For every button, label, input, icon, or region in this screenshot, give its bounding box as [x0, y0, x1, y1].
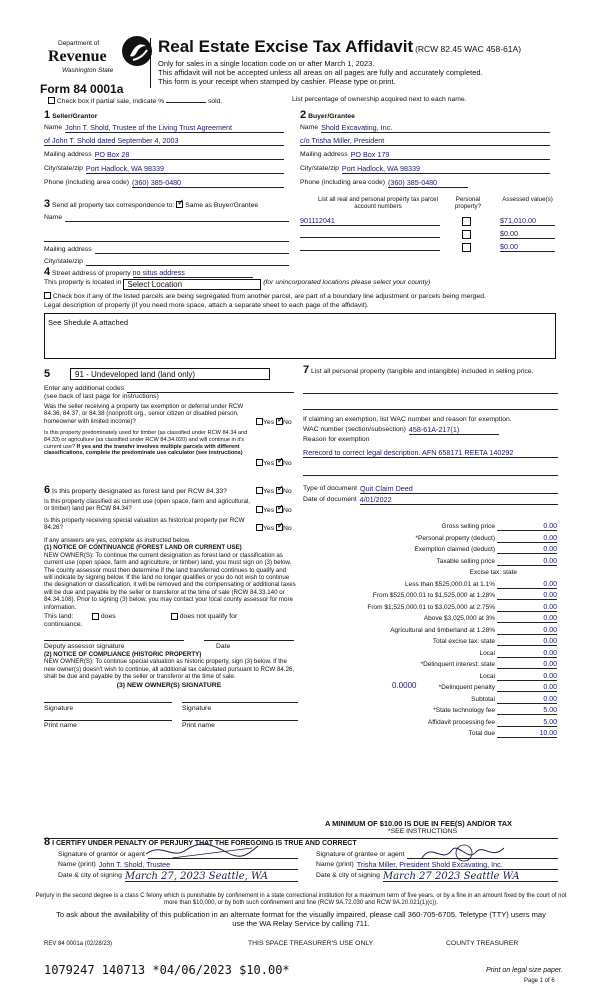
new-owner-print-1[interactable]	[44, 713, 172, 721]
fee-label: Less than $525,000.01 at 1.1%	[405, 580, 495, 588]
partial-sale-checkbox[interactable]	[48, 97, 55, 104]
section-8-number: 8	[44, 836, 51, 848]
new-owner-signature-2[interactable]	[182, 695, 298, 703]
header-line-2: This affidavit will not be accepted unless all areas on all pages are fully and accurately completed.	[158, 68, 483, 77]
fee-row	[305, 730, 557, 739]
location-select-value: Select Location	[127, 280, 183, 289]
fee-row	[305, 615, 557, 624]
fee-value-field[interactable]: 0.00	[497, 673, 557, 681]
property-use-select[interactable]: 91 - Undeveloped land (land only)	[70, 368, 270, 380]
fee-value-field[interactable]: 0.00	[497, 627, 557, 635]
dept-label: Department of	[58, 40, 100, 47]
correspondence-name-field[interactable]	[65, 214, 289, 222]
fee-row	[305, 627, 557, 636]
buyer-city-field[interactable]: Port Hadlock, WA 98339	[342, 165, 550, 174]
header-line-3: This form is your receipt when stamped by cashier. Please type or print.	[158, 77, 396, 86]
exemption-reason-field[interactable]: Rerecord to correct legal description. AFN 658171 REETA 140292	[303, 449, 558, 458]
historic-yes-checkbox[interactable]	[256, 524, 263, 531]
seller-phone-field[interactable]: (360) 385-0480	[132, 179, 284, 188]
section-4: 4 Street address of property no situs address This property is located in Select Location (for unincorporated locations please select your county) Check box if any of the listed parcels are being segregated from another parcel, are part of a boundary line adjustment or parcels being merged. Legal description of property (if you need more space, attach a separate sheet to each page of the affidavit).	[44, 268, 564, 310]
fee-value-field[interactable]: 0.00	[497, 558, 557, 566]
perjury-notice: Perjury in the second degree is a class C felony which is punishable by confinement in a state correctional institution for a maximum term of five years, or by a fine in an amount fixed by the court of not more than $10,000, or by both such confinement and fine (RCW 9A.72.030 and RCW 9A.20.021(1)(c)).	[35, 893, 567, 906]
legal-description-label: Legal description of property (if you need more space, attach a separate sheet to each page of the affidavit).	[44, 302, 369, 309]
correspondence-city-field[interactable]	[86, 258, 289, 266]
personal-property-field[interactable]	[303, 386, 558, 394]
fee-row	[305, 638, 557, 647]
grantor-signature-icon	[142, 840, 262, 862]
availability-notice: To ask about the availability of this publication in an alternate format for the visually impaired, please call 360-705-6705. Teletype (TTY) users may use the WA Relay Service by calling 711.	[56, 910, 546, 928]
fee-label: Total due	[468, 730, 495, 737]
form-title-block	[158, 37, 578, 86]
wac-number-field[interactable]: 458-61A-217(1)	[409, 426, 499, 435]
rcw-ref: (RCW 82.45 WAC 458-61A)	[415, 44, 522, 54]
list-pct-note: List percentage of ownership acquired next to each name.	[292, 96, 467, 103]
treasurer-stamp: 1079247 140713 *04/06/2023 $10.00*	[44, 963, 290, 977]
deputy-date-field[interactable]	[204, 633, 294, 641]
revision-label: REV 84 0001a (02/28/23)	[44, 941, 113, 947]
fee-row	[305, 696, 557, 705]
does-qualify-checkbox[interactable]	[92, 613, 99, 620]
fee-value-field[interactable]: 0.00	[497, 581, 557, 589]
fee-row	[305, 569, 557, 578]
print-legal-note: Print on legal size paper.	[486, 967, 563, 974]
q2-yes-checkbox[interactable]	[256, 459, 263, 466]
section-3: 3 Send all property tax correspondence to: ✓ Same as Buyer/Grantee Name Mailing address City/state/zip	[44, 200, 289, 266]
fee-label: Exemption claimed (deduct)	[414, 546, 495, 553]
fee-row	[305, 673, 557, 682]
section-7: 7 List all personal property (tangible and intangible) included in selling price. If claiming an exemption, list WAC number and reason for exemption. WAC number (section/subsection) 458-61A-217(1) Reason for exemption Rerecord to correct legal description. AFN 658171 REETA 140292 Type of document Quit Claim Deed Date of document 4/01/2022	[303, 366, 558, 505]
fee-label: *Personal property (deduct)	[415, 534, 495, 542]
fee-row	[305, 681, 557, 693]
fee-value-field[interactable]: 0.00	[497, 661, 557, 669]
document-type-field[interactable]: Quit Claim Deed	[360, 485, 558, 494]
minimum-due-note: A MINIMUM OF $10.00 IS DUE IN FEE(S) AND/OR TAX	[325, 819, 512, 828]
q1-no-checkbox[interactable]	[276, 418, 283, 425]
section-5: 5 91 - Undeveloped land (land only) Enter any additional codes (see back of last page for instructions) Was the seller receiving a property tax exemption or deferral under RCW 84.36, 84.37, or 84.38 (nonprofit org., senior citizen or disabled person, homeowner with limited income)? Yes ✓ No Is this property predominately used for timber (as classified under RCW 84.34 and 84.33) or agriculture (as classified under RCW 84.34.020) and will continue in it's current use? If yes and the transfer involves multiple parcels with different classifications, complete the predominate use calculator (see instructions) Yes ✓ No	[44, 368, 294, 472]
exemption-reason-field-2[interactable]	[303, 468, 558, 476]
does-not-qualify-checkbox[interactable]	[171, 613, 178, 620]
q2-no-checkbox[interactable]	[276, 459, 283, 466]
new-owner-signature-1[interactable]	[44, 695, 172, 703]
correspondence-address-field[interactable]	[95, 246, 289, 254]
historic-no-checkbox[interactable]	[276, 524, 283, 531]
header-divider	[150, 38, 151, 88]
fee-value-field[interactable]: 5.00	[497, 707, 557, 715]
exemption-question: Was the seller receiving a property tax exemption or deferral under RCW 84.36, 84.37, or 84.38 (nonprofit org., senior citizen or disabled person, homeowner with limited income)? Yes ✓ No	[44, 403, 294, 429]
fee-row	[305, 604, 557, 613]
state-label: Washington State	[62, 67, 114, 74]
fee-row	[305, 592, 557, 601]
fee-row	[305, 523, 557, 532]
section-1-number: 1	[44, 109, 51, 121]
parcel-row	[300, 229, 560, 243]
continuance-notice: NEW OWNER(S): To continue the current designation as forest land or classification as current use (open space, farm and agriculture, or timber) land, you must sign on (3) below. The county assessor must then determine if the land transferred continues to qualify and will indicate by signing below. If the land no longer qualifies or you do not wish to continue the designation or classification, it will be removed and the compensating or additional taxes will be due and payable by the seller or transferor at the time of sale (RCW 84.33.140 or 84.34.108). Prior to signing (3) below, you may contact your local county assessor for more information.	[44, 551, 296, 611]
see-instructions-note: *SEE INSTRUCTIONS	[388, 828, 458, 835]
fee-row	[305, 546, 557, 555]
grantee-date-city-field[interactable]: March 27 2023 Seattle WA	[383, 872, 558, 882]
fee-label: From $1,525,000.01 to $3,025,000 at 2.75%	[367, 603, 495, 611]
fee-value-field[interactable]: 0.00	[497, 638, 557, 646]
fee-label: Above $3,025,000 at 3%	[423, 615, 495, 622]
grantor-signature-block: Signature of grantor or agent Name (print) John T. Shold, Trustee Date & city of signing March 27, 2023 Seattle, WA	[58, 851, 298, 882]
parcels-col-header-1: List all real and personal property tax parcel account numbers	[317, 196, 439, 211]
header-line-1: Only for sales in a single location code on or after March 1, 2023.	[158, 59, 375, 68]
grantor-print-name-field[interactable]: John T. Shold, Trustee	[99, 861, 298, 870]
same-as-buyer-checkbox[interactable]	[176, 201, 183, 208]
fee-label: Subtotal	[471, 695, 495, 703]
assessed-value-field[interactable]: $0.00	[500, 242, 555, 252]
fee-label: Agricultural and timberland at 1.28%	[390, 626, 495, 634]
legal-description-field[interactable]: See Shedule A attached	[44, 313, 556, 359]
seller-name-field-2[interactable]: of John T. Shold dated September 4, 2003	[44, 137, 284, 146]
segregated-checkbox[interactable]	[44, 292, 51, 299]
fee-label: From $525,000.01 to $1,525,000 at 1.28%	[372, 592, 495, 599]
fee-value-field[interactable]: 5.00	[497, 719, 557, 727]
grantor-date-city-field[interactable]: March 27, 2023 Seattle, WA	[125, 872, 298, 882]
section-5-number: 5	[44, 368, 51, 380]
buyer-name-field-2[interactable]: c/o Trisha Miller, President	[300, 137, 550, 146]
grantee-print-name-field[interactable]: Trisha Miller, President Shold Excavating, Inc.	[357, 861, 558, 870]
buyer-name-field[interactable]: Shold Excavating, Inc.	[321, 124, 550, 133]
fee-row	[305, 661, 557, 670]
form-number: Form 84 0001a	[40, 82, 124, 96]
partial-pct-field[interactable]	[166, 102, 206, 103]
section-6-number: 6	[44, 484, 51, 496]
revenue-logo-icon	[120, 34, 154, 68]
treasurer-space-label: THIS SPACE TREASURER'S USE ONLY	[248, 940, 374, 947]
fee-label: Total excise tax: state	[432, 638, 495, 645]
grantee-signature-block: Signature of grantee or agent Name (print) Trisha Miller, President Shold Excavating, Inc. Date & city of signing March 27 2023 Seattle WA	[316, 851, 558, 882]
personal-property-checkbox[interactable]	[462, 230, 471, 239]
buyer-section: 2 Buyer/Grantee Name Shold Excavating, Inc. c/o Trisha Miller, President Mailing address PO Box 179 City/state/zip Port Hadlock, WA 98339 Phone (including area code) (360) 385-0480	[300, 109, 550, 188]
partial-sale-row: Check box if partial sale, indicate % sold.	[48, 97, 222, 106]
personal-property-checkbox[interactable]	[462, 217, 471, 226]
fee-value-field[interactable]: 10.00	[497, 730, 557, 738]
parcels-col-header-2: Personal property?	[454, 196, 482, 211]
timber-question: Is this property predominately used for timber (as classified under RCW 84.34 and 84.33) or agriculture (as classified under RCW 84.34.020) and will continue in it's current use? If yes and the transfer involves multiple parcels with different classifications, complete the predominate use calculator (see instructions) Yes ✓ No	[44, 430, 294, 472]
location-select[interactable]	[123, 279, 261, 290]
parcel-number-field[interactable]: 901112041	[300, 216, 440, 226]
page-number: Page 1 of 6	[524, 978, 555, 984]
buyer-heading: Buyer/Grantee	[308, 113, 355, 120]
section-2-number: 2	[300, 109, 307, 121]
street-address-field[interactable]: no situs address	[133, 269, 253, 278]
county-treasurer-label: COUNTY TREASURER	[446, 940, 519, 947]
fee-row	[305, 719, 557, 728]
fee-label: Gross selling price	[441, 523, 495, 530]
section-4-number: 4	[44, 266, 51, 278]
local-rate-value: 0.0000	[392, 681, 417, 690]
buyer-phone-field[interactable]: (360) 385-0480	[388, 179, 468, 188]
fee-row	[305, 707, 557, 716]
fee-value-field[interactable]: 0.00	[497, 535, 557, 543]
parcel-number-field[interactable]	[300, 229, 440, 238]
form-title: Real Estate Excise Tax Affidavit	[158, 37, 414, 56]
fee-value-field[interactable]: 0.00	[497, 546, 557, 554]
section-7-number: 7	[303, 364, 310, 376]
parcel-number-field[interactable]	[300, 242, 440, 251]
assessed-value-field[interactable]: $0.00	[500, 229, 555, 239]
parcel-row	[300, 242, 560, 256]
fee-value-field[interactable]: 0.00	[497, 650, 557, 658]
fee-row	[305, 558, 557, 567]
current-use-no-checkbox[interactable]	[276, 506, 283, 513]
fee-value-field[interactable]: 0.00	[497, 696, 557, 704]
section-3-number: 3	[44, 198, 51, 210]
fee-label: Local	[479, 672, 495, 680]
fee-value-field[interactable]: 0.00	[497, 604, 557, 612]
buyer-address-field[interactable]: PO Box 179	[351, 151, 550, 160]
fee-label: *Delinquent interest: state	[420, 661, 495, 668]
deputy-assessor-signature-field[interactable]	[44, 633, 184, 641]
compliance-notice: NEW OWNER(S): To continue special valuation as historic property, sign (3) below. If the new owner(s) doesn't wish to continue, all additional tax calculated pursuant to RCW 84.26, shall be due and payable by the seller or transferor at the time of sale.	[44, 658, 295, 681]
parcels-col-header-3: Assessed value(s)	[502, 196, 553, 203]
assessed-value-field[interactable]: $71,010.00	[500, 216, 555, 226]
revenue-wordmark: Revenue	[48, 48, 107, 65]
document-date-field[interactable]: 4/01/2022	[360, 496, 558, 505]
forest-no-checkbox[interactable]	[276, 487, 283, 494]
grantee-signature-icon	[418, 840, 508, 866]
fee-value-field[interactable]: 0.00	[497, 684, 557, 692]
seller-name-field[interactable]: John T. Shold, Trustee of the Living Trust Agreement	[65, 124, 284, 133]
fee-row	[305, 581, 557, 590]
additional-codes-field[interactable]	[127, 385, 294, 393]
current-use-yes-checkbox[interactable]	[256, 506, 263, 513]
forest-yes-checkbox[interactable]	[256, 487, 263, 494]
fee-label: Affidavit processing fee	[427, 718, 495, 726]
parcel-row	[300, 216, 560, 230]
fee-row	[305, 650, 557, 659]
personal-property-field-2[interactable]	[303, 402, 558, 410]
new-owner-print-2[interactable]	[182, 713, 298, 721]
fee-label: *Delinquent penalty	[438, 684, 495, 691]
fee-label: *State technology fee	[433, 707, 495, 714]
seller-section: 1 Seller/Grantor Name John T. Shold, Trustee of the Living Trust Agreement of John T. Shold dated September 4, 2003 Mailing address PO Box 28 City/state/zip Port Hadlock, WA 98339 Phone (including area code) (360) 385-0480	[44, 109, 284, 188]
q1-yes-checkbox[interactable]	[256, 418, 263, 425]
seller-address-field[interactable]: PO Box 28	[95, 151, 284, 160]
seller-heading: Seller/Grantor	[52, 113, 98, 120]
fee-label: Local	[479, 649, 495, 657]
fee-value-field[interactable]: 0.00	[497, 523, 557, 531]
personal-property-checkbox[interactable]	[462, 243, 471, 252]
fee-row	[305, 535, 557, 544]
fee-value-field[interactable]: 0.00	[497, 592, 557, 600]
section-8-heading: 8 I CERTIFY UNDER PENALTY OF PERJURY THAT THE FOREGOING IS TRUE AND CORRECT	[44, 836, 357, 848]
seller-city-field[interactable]: Port Hadlock, WA 98339	[86, 165, 284, 174]
fee-label: Excise tax: state	[469, 569, 517, 576]
section-6: 6 Is this property designated as forest land per RCW 84.33? Yes ✓ No Is this property classified as current use (open space, farm and agricultural, or timber) land per RCW 84.34? Yes ✓ No Is this property receiving special valuation as historical property per RCW 84.26? Yes ✓ No If any answers are yes, complete as instructed below. (1) NOTICE OF CONTINUANCE (FOREST LAND OR CURRENT USE) NEW OWNER(S): To continue the current designation as forest land or classification as current use (open space, farm and agriculture, or timber) land, you must sign on (3) below. The county assessor must then determine if the land transferred continues to qualify and will indicate by signing below. If the land no longer qualifies or you do not wish to continue the designation or classification, it will be removed and the compensating or additional taxes will be due and payable by the seller or transferor at the time of sale (RCW 84.33.140 or 84.34.108). Prior to signing (3) below, you may contact your local county assessor for more information. This land: does does not qualify for continuance. Deputy assessor signature Date (2) NOTICE OF COMPLIANCE (HISTORIC PROPERTY) NEW OWNER(S): To continue special valuation as historic property, sign (3) below. If the new owner(s) doesn't wish to continue, all additional tax calculated pursuant to RCW 84.26, shall be due and payable by the seller or transferor at the time of sale. (3) NEW OWNER(S) SIGNATURE Signature Signature Print name Print name	[44, 486, 294, 729]
correspondence-name-field-2[interactable]	[44, 234, 289, 242]
fee-value-field[interactable]: 0.00	[497, 615, 557, 623]
fee-label: Taxable selling price	[436, 557, 495, 565]
